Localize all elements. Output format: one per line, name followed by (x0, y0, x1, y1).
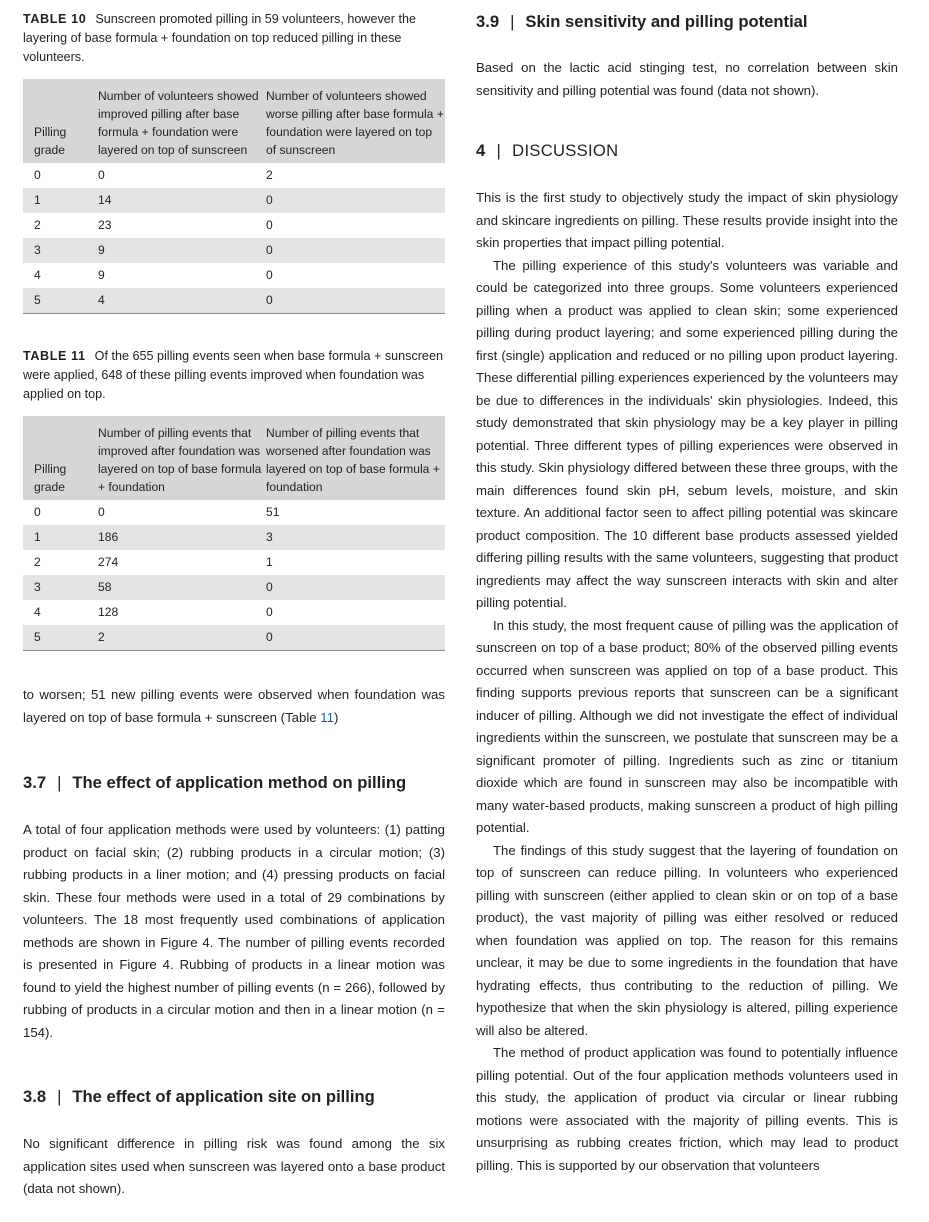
section-3-8-heading: 3.8 | The effect of application site on pilling (23, 1087, 375, 1106)
table-10 (23, 79, 445, 314)
pilling-grade-cell: 2 (34, 218, 41, 232)
count-cell: 0 (266, 218, 273, 232)
pilling-grade-cell: 5 (23, 625, 98, 651)
section-3-8-paragraph: No significant difference in pilling risk was found among the six application sites used when sunscreen was layered onto a base product (data not shown). (23, 1136, 445, 1196)
pilling-grade-cell: 3 (23, 575, 98, 600)
pilling-grade-cell: 1 (23, 188, 98, 213)
count-cell: 9 (98, 238, 266, 263)
table-11 (23, 416, 445, 651)
count-cell: 0 (266, 288, 445, 314)
count-cell: 0 (266, 605, 273, 619)
pilling-grade-cell: 4 (34, 605, 41, 619)
pilling-grade-cell: 0 (34, 505, 41, 519)
table-row (23, 163, 445, 188)
table-row (23, 525, 445, 550)
table-row (23, 188, 445, 213)
table-row (23, 238, 445, 263)
table-row (23, 213, 445, 238)
table-10-header-improved: Number of volunteers showed improved pilling after base formula + foundation were layered on top of sunscreen (98, 79, 266, 163)
table-row (23, 600, 445, 625)
table-11-block (23, 347, 445, 404)
section-3-9-heading: 3.9 | Skin sensitivity and pilling potential (476, 12, 808, 31)
pilling-grade-cell: 4 (34, 268, 41, 282)
table-row (23, 550, 445, 575)
count-cell: 9 (98, 268, 105, 282)
count-cell: 2 (98, 625, 266, 651)
table-11-body (23, 500, 445, 651)
discussion-body (476, 187, 898, 1177)
count-cell: 0 (98, 505, 105, 519)
count-cell: 14 (98, 188, 266, 213)
table-10-block (23, 10, 445, 67)
discussion-paragraph-1: This is the first study to objectively study the impact of skin physiology and skincare ingredients on pilling. These results provide insight into the skin properties that impact pilling potential. (476, 190, 898, 250)
discussion-paragraph-4: The findings of this study suggest that the layering of foundation on top of sunscreen can reduce pilling. In volunteers who experienced pilling with sunscreen (either applied to clean skin or on top of a base product), the vast majority of pilling was either resolved or reduced when foundation was applied on top. The reason for this remains unclear, it may be due to some ingredients in the foundation that have hydrating effects, thus contributing to the reduction of pilling. We hypothesize that when the skin physiology is altered, pilling experience will also be altered. (476, 842, 898, 1038)
table-row (23, 500, 445, 525)
count-cell: 274 (98, 555, 119, 569)
discussion-paragraph-3: In this study, the most frequent cause of pilling was the application of sunscreen on top of a base product; 80% of the observed pilling events occurred when sunscreen was applied on top of a base product. This finding supports previous reports that sunscreen can be a significant inducer of pilling. Although we did not investigate the effect of individual ingredients within the sunscreen, we postulate that sunscreen may be a significant promoter of pilling. Ingredients such as zinc or titanium dioxide which are found in sunscreen may also be incompatible with many water-based products, making sunscreen a product of high pilling potential. (476, 617, 898, 835)
table-10-label: TABLE 10 (23, 12, 87, 26)
table-11-reference-link[interactable]: 11 (320, 709, 334, 725)
table-10-header-grade: Pilling grade (23, 79, 98, 163)
table-11-header-grade: Pilling grade (23, 416, 98, 500)
pilling-grade-cell: 5 (23, 288, 98, 314)
count-cell: 1 (266, 555, 273, 569)
section-3-9-paragraph: Based on the lactic acid stinging test, no correlation between skin sensitivity and pilling potential was found (data not shown). (476, 60, 898, 98)
table-11-label: TABLE 11 (23, 349, 86, 363)
count-cell: 4 (98, 288, 266, 314)
count-cell: 0 (266, 575, 445, 600)
table-11-header-improved: Number of pilling events that improved after foundation was layered on top of base formula + foundation (98, 416, 266, 500)
count-cell: 0 (266, 268, 273, 282)
discussion-paragraph-5: The method of product application was found to potentially influence pilling potential. Out of the four application methods volunteers used in this study, the application of product via circular or linear rubbing motions were associated with the majority of pilling events. This is unsurprising as rubbing creates friction, which may lead to product pilling. This is supported by our observation that volunteers (476, 1045, 898, 1173)
pilling-grade-cell: 0 (34, 168, 41, 182)
count-cell: 0 (98, 168, 105, 182)
table-row (23, 575, 445, 600)
count-cell: 0 (266, 188, 445, 213)
section-4-heading: 4 | DISCUSSION (476, 141, 619, 160)
pilling-grade-cell: 3 (23, 238, 98, 263)
count-cell: 0 (266, 238, 445, 263)
table-row (23, 625, 445, 651)
count-cell: 0 (266, 625, 445, 651)
table-11-caption: TABLE 11 Of the 655 pilling events seen when base formula + sunscreen were applied, 648 of these pilling events improved when foundation was applied on top. (23, 349, 443, 401)
table-row (23, 288, 445, 314)
count-cell: 3 (266, 525, 445, 550)
continuation-paragraph: to worsen; 51 new pilling events were observed when foundation was layered on top of base formula + sunscreen (Table 11) (23, 687, 445, 725)
pilling-grade-cell: 2 (34, 555, 41, 569)
pilling-grade-cell: 1 (23, 525, 98, 550)
section-3-7-heading: 3.7 | The effect of application method on pilling (23, 773, 407, 792)
count-cell: 186 (98, 525, 266, 550)
count-cell: 23 (98, 218, 112, 232)
count-cell: 58 (98, 575, 266, 600)
table-10-caption: TABLE 10 Sunscreen promoted pilling in 59 volunteers, however the layering of base formula + foundation on top reduced pilling in these volunteers. (23, 12, 416, 64)
count-cell: 51 (266, 505, 280, 519)
discussion-paragraph-2: The pilling experience of this study's volunteers was variable and could be categorized into three groups. Some volunteers experienced pilling when a product was applied to clean skin; some experienced pilling during product layering; and some experienced pilling during the first (single) application and reduced or no pilling upon product layering. These differential pilling experiences experienced by the volunteers may be due to differences in the individuals' skin physiologies. Indeed, this study demonstrated that skin physiology may be a key player in pilling potential. Three different types of pilling experiences were observed in this study. Skin physiology differed between these three groups, with the main differences found skin pH, sebum levels, moisture, and skin texture. An additional factor seen to affect pilling potential was skincare product composition. The 10 different base products assessed yielded differing pilling results with the same volunteers, suggesting that product ingredients may affect the way sunscreen interacts with skin and alter pilling potential. (476, 257, 898, 610)
count-cell: 2 (266, 168, 273, 182)
count-cell: 128 (98, 605, 119, 619)
table-11-header-worsened: Number of pilling events that worsened after foundation was layered on top of base formula + foundation (266, 416, 445, 500)
table-row (23, 263, 445, 288)
table-10-body (23, 163, 445, 314)
section-3-7-paragraph: A total of four application methods were used by volunteers: (1) patting product on facial skin; (2) rubbing products in a circular motion; (3) rubbing products in a liner motion; and (4) pressing products on facial skin. These four methods were used in a total of 29 combinations by volunteers. The 18 most frequently used combinations of application methods are shown in Figure 4. The number of pilling events recorded is presented in Figure 4. Rubbing of products in a linear motion was found to yield the highest number of pilling events (n = 266), followed by rubbing of products in a circular motion and then in a linear motion (n = 154). (23, 822, 445, 1040)
table-10-header-worse: Number of volunteers showed worse pilling after base formula + foundation were layered on top of sunscreen (266, 79, 445, 163)
